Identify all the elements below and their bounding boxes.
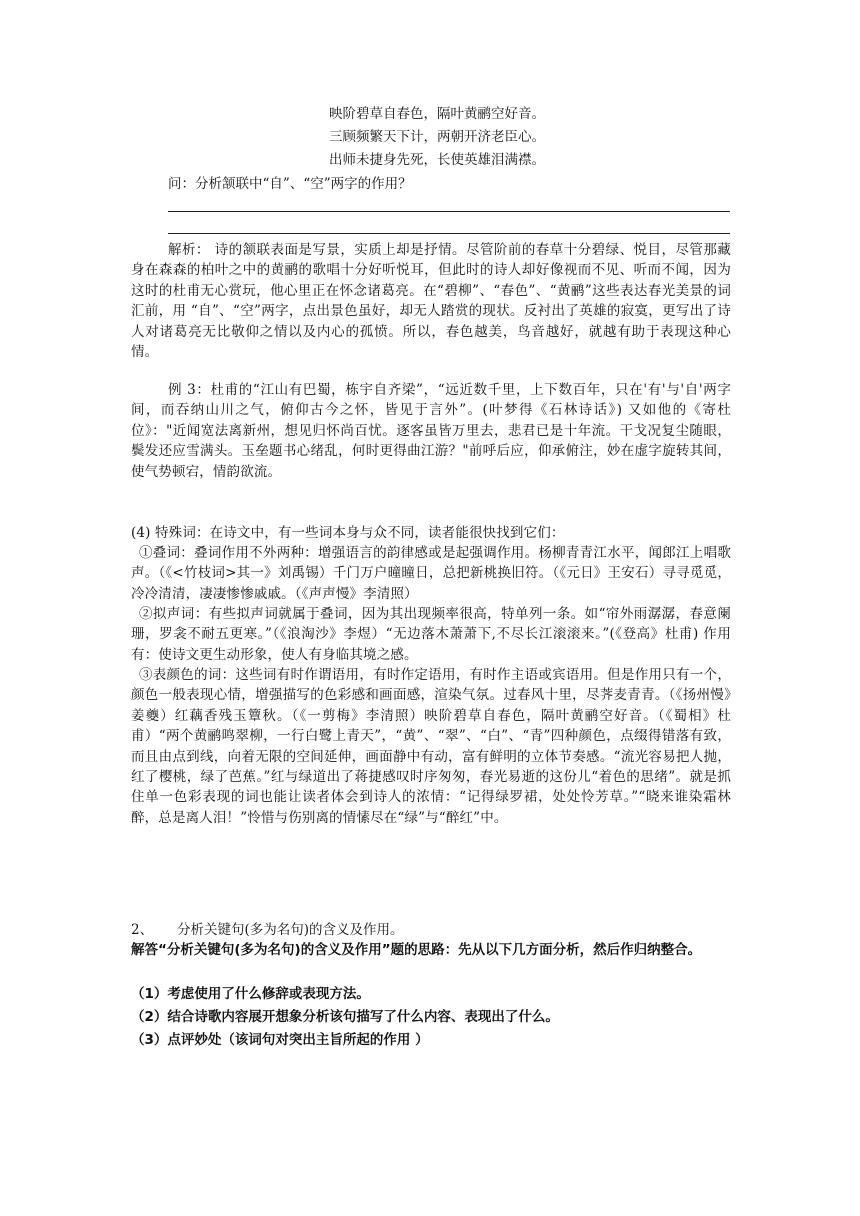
section-2-number: 2、 — [131, 922, 154, 938]
poem-line-2: 三顾频繁天下计，两朝开济老臣心。 — [329, 129, 545, 145]
poem-line-1: 映阶碧草自春色，隔叶黄鹂空好音。 — [329, 106, 545, 122]
item-onomatopoeia: ②拟声词：有些拟声词就属于叠词，因为其出现频率很高，特单列一条。如“帘外雨潺潺，春意阑珊，罗衾不耐五更寒。”（《浪淘沙》李煜）“无边落木萧萧下,不尽长江滚滚来。”(《登高》杜甫) 作用有：使诗文更生动形象，使人有身临其境之感。 — [131, 606, 731, 663]
item-color-words: ③表颜色的词：这些词有时作谓语用，有时作定语用，有时作主语或宾语用。但是作用只有一个，颜色一般表现心情，增强描写的色彩感和画面感，渲染气氛。过春风十里，尽荠麦青青。（《扬州慢》姜夔）红藕香残玉簟秋。（《一剪梅》李清照）映阶碧草自春色，隔叶黄鹂空好音。（《蜀相》杜甫）“两个黄鹂鸣翠柳，一行白鹭上青天”，“黄”、“翠”、“白”、“青”四种颜色，点缀得错落有致，而且由点到线，向着无限的空间延伸，画面静中有动，富有鲜明的立体节奏感。“流光容易把人抛，红了樱桃，绿了芭蕉。”红与绿道出了蒋捷感叹时序匆匆，春光易逝的这份儿“着色的思绪”。就是抓住单一色彩表现的词也能让读者体会到诗人的浓情：“记得绿罗裙，处处怜芳草。”“晓来谁染霜林醉，总是离人泪！”怜惜与伤别离的情愫尽在“绿”与“醉红”中。 — [131, 667, 731, 826]
step-3: （3）点评妙处（该词句对突出主旨所起的作用 ） — [131, 1032, 429, 1048]
section-2-title: 分析关键句(多为名句)的含义及作用。 — [177, 922, 404, 938]
poem-line-3: 出师未捷身先死，长使英雄泪满襟。 — [329, 152, 545, 168]
item-reduplicated-words: ①叠词：叠词作用不外两种：增强语言的韵律感或是起强调作用。杨柳青青江水平，闻郎江上唱歌声。（《<竹枝词>其一》刘禹锡）千门万户曈曈日，总把新桃换旧符。（《元日》王安石）寻寻觅觅，冷冷清清，凄凄惨惨戚戚。（《声声慢》李清照） — [131, 545, 731, 602]
answer-approach-intro: 解答“分析关键句(多为名句)的含义及作用”题的思路：先从以下几方面分析，然后作归纳整合。 — [131, 942, 702, 958]
special-words-heading: (4) 特殊词：在诗文中，有一些词本身与众不同，读者能很快找到它们： — [131, 525, 565, 541]
question-text: 问：分析颔联中“自”、“空”两字的作用？ — [168, 176, 412, 192]
step-2: （2）结合诗歌内容展开想象分析该句描写了什么内容、表现出了什么。 — [131, 1009, 559, 1025]
answer-line-1 — [168, 211, 730, 212]
example-3-paragraph: 例 3：杜甫的“江山有巴蜀，栋宇自齐梁”，“远近数千里，上下数百年，只在'有'与'自'两字间，而吞纳山川之气，俯仰古今之怀，皆见于言外”。(叶梦得《石林诗话》) 又如他的《寄杜位》："近闻宽法离新州，想见归怀尚百忧。逐客虽皆万里去，悲君已是十年流。干戈况复尘随眼，鬓发还应雪满头。玉垒题书心绪乱，何时更得曲江游？"前呼后应，仰承俯注，妙在虚字旋转其间，使气势顿宕，情韵欲流。 — [131, 382, 731, 480]
step-1: （1）考虑使用了什么修辞或表现方法。 — [131, 986, 370, 1002]
analysis-paragraph: 解析： 诗的颔联表面是写景，实质上却是抒情。尽管阶前的春草十分碧绿、悦目，尽管那藏身在森森的柏叶之中的黄鹂的歌唱十分好听悦耳，但此时的诗人却好像视而不见、听而不闻，因为这时的杜甫无心赏玩，他心里正在怀念诸葛亮。在“碧柳”、“春色”、“黄鹂”这些表达春光美景的词汇前，用 “自”、“空”两字，点出景色虽好，却无人踏赏的现状。反衬出了英雄的寂寞，更写出了诗人对诸葛亮无比敬仰之情以及内心的孤愤。所以，春色越美，鸟音越好，就越有助于表现这种心情。 — [131, 242, 731, 361]
answer-line-2 — [168, 233, 730, 234]
